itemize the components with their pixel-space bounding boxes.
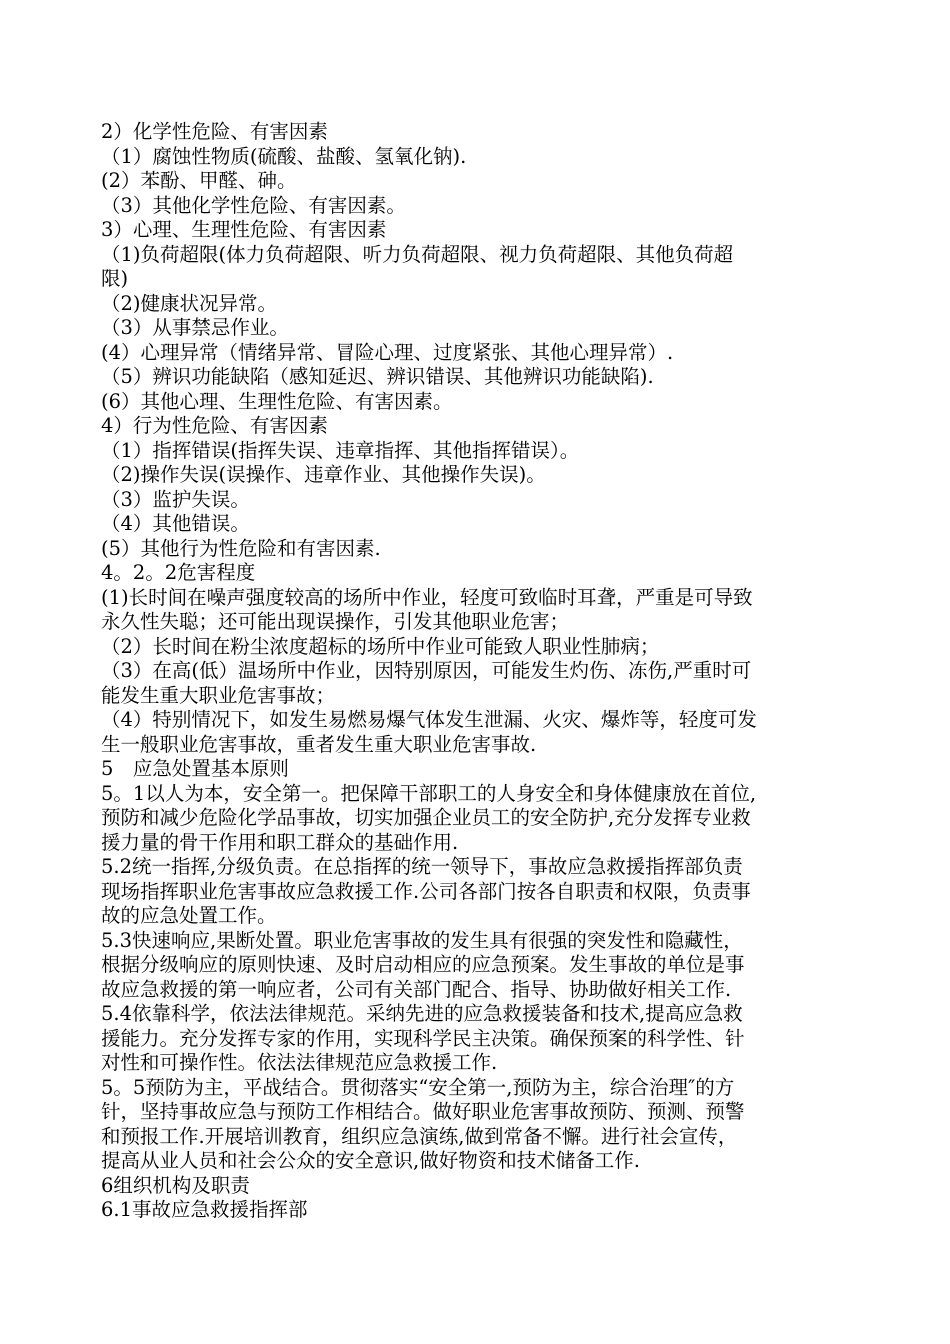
text-line: 5.3快速响应,果断处置。职业危害事故的发生具有很强的突发性和隐藏性， [101,928,743,952]
text-line: 根据分级响应的原则快速、及时启动相应的应急预案。发生事故的单位是事 [101,953,745,976]
text-line: 和预报工作.开展培训教育，组织应急演练,做到常备不懈。进行社会宣传， [101,1124,738,1148]
text-line: 援力量的骨干作用和职工群众的基础作用. [101,830,459,854]
text-line: 能发生重大职业危害事故； [101,683,336,707]
text-line: (5）其他行为性危险和有害因素. [101,536,381,560]
text-line: 对性和可操作性。依法法律规范应急救援工作. [101,1051,498,1074]
text-line: 生一般职业危害事故，重者发生重大职业危害事故. [101,732,537,756]
text-line: 3）心理、生理性危险、有害因素 [101,218,387,241]
document-body [101,120,841,1223]
text-line: 5。1以人为本，安全第一。把保障干部职工的人身安全和身体健康放在首位, [101,781,757,805]
text-line: 援能力。充分发挥专家的作用，实现科学民主决策。确保预案的科学性、针 [101,1026,745,1050]
text-line: (1)长时间在噪声强度较高的场所中作业，轻度可致临时耳聋，严重是可导致 [101,585,753,609]
text-line: 4。2。2危害程度 [101,561,256,584]
text-line: （1)负荷超限(体力负荷超限、听力负荷超限、视力负荷超限、其他负荷超 [101,242,734,266]
text-line: （3）从事禁忌作业。 [101,316,289,339]
text-line: (4）心理异常（情绪异常、冒险心理、过度紧张、其他心理异常）. [101,340,674,364]
text-line: 现场指挥职业危害事故应急救援工作.公司各部门按各自职责和权限，负责事 [101,879,751,903]
text-line: (6）其他心理、生理性危险、有害因素。 [101,389,453,413]
text-line: 永久性失聪；还可能出现误操作，引发其他职业危害； [101,610,570,633]
text-line: （2)操作失误(误操作、违章作业、其他操作失误)。 [101,463,546,486]
text-line: （3）在高(低）温场所中作业，因特别原因，可能发生灼伤、冻伤,严重时可 [101,659,752,682]
text-line: （1）腐蚀性物质(硫酸、盐酸、氢氧化钠). [101,144,467,168]
text-line: （4）特别情况下，如发生易燃易爆气体发生泄漏、火灾、爆炸等，轻度可发 [101,708,757,731]
text-line: 5。5预防为主，平战结合。贯彻落实“安全第一,预防为主，综合治理″的方 [101,1075,735,1099]
text-line: 6组织机构及职责 [101,1173,250,1197]
text-line: （3）其他化学性危险、有害因素。 [101,193,406,217]
text-line: 6.1事故应急救援指挥部 [101,1198,308,1221]
text-line: 提高从业人员和社会公众的安全意识,做好物资和技术储备工作. [101,1149,640,1172]
text-line: （4）其他错误。 [101,512,250,535]
text-line: 5.2统一指挥,分级负责。在总指挥的统一领导下，事故应急救援指挥部负责 [101,855,743,878]
text-line: 故的应急处置工作。 [101,904,277,927]
text-line: 5 应急处置基本原则 [101,757,289,780]
text-line: （3）监护失误。 [101,487,250,511]
text-line: 5.4依靠科学，依法法律规范。采纳先进的应急救援装备和技术,提高应急救 [101,1002,743,1025]
text-line: 2）化学性危险、有害因素 [101,120,328,143]
text-line: （5）辨识功能缺陷（感知延迟、辨识错误、其他辨识功能缺陷). [101,365,654,388]
text-line: （2)健康状况异常。 [101,291,278,315]
text-line: (2）苯酚、甲醛、砷。 [101,169,297,192]
text-line: （2）长时间在粉尘浓度超标的场所中作业可能致人职业性肺病； [101,634,660,658]
text-line: 预防和减少危险化学品事故，切实加强企业员工的安全防护,充分发挥专业救 [101,806,751,829]
text-line: （1）指挥错误(指挥失误、违章指挥、其他指挥错误）。 [101,438,580,462]
text-line: 故应急救援的第一响应者，公司有关部门配合、指导、协助做好相关工作. [101,977,732,1001]
text-line: 针，坚持事故应急与预防工作相结合。做好职业危害事故预防、预测、预警 [101,1100,745,1123]
text-line: 4）行为性危险、有害因素 [101,414,328,437]
text-line: 限) [101,267,129,290]
